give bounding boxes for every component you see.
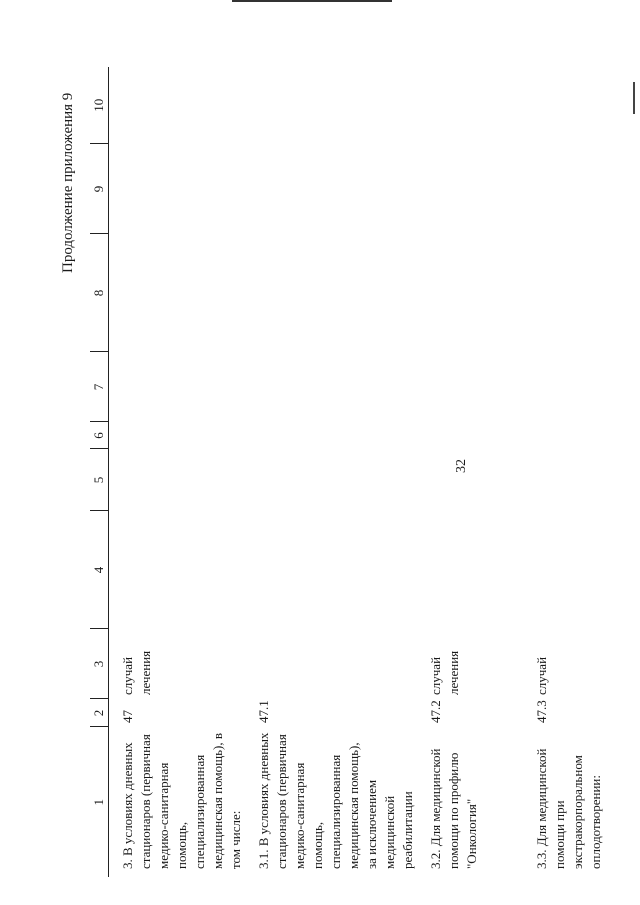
column-header: 10	[90, 67, 109, 144]
row-code: 47.1	[256, 700, 271, 723]
table-row	[523, 67, 629, 877]
row-unit: случай лечения	[120, 650, 153, 695]
column-header: 3	[90, 629, 109, 699]
table-row	[245, 67, 417, 877]
row-unit: случай лечения	[428, 650, 461, 695]
table-row	[417, 67, 523, 877]
column-header: 4	[90, 511, 109, 629]
row-name: 3.2. Для медицинской помощи по профилю "Онкология"	[428, 748, 479, 869]
row-name: 3.3. Для медицинской помощи при экстракорпоральном оплодотворении:	[534, 748, 603, 869]
row-code: 47.3	[534, 700, 549, 723]
column-header: 5	[90, 449, 109, 511]
column-number-row	[90, 67, 109, 877]
row-unit: случай	[534, 656, 549, 695]
appendix-table	[90, 67, 629, 877]
column-header: 1	[90, 727, 109, 877]
column-header: 8	[90, 234, 109, 352]
row-name: 3. В условиях дневных стационаров (первичная медико-санитарная помощь, специализированная медицинская помощь), в том числе:	[120, 733, 243, 869]
row-code: 47.2	[428, 700, 443, 723]
table-row	[109, 67, 246, 877]
row-name: 3.1. В условиях дневных стационаров (первичная медико-санитарная помощь, специализированная медицинская помощь), за исключением медицинской реабилитации	[256, 732, 415, 869]
row-unit	[245, 629, 417, 699]
column-header: 7	[90, 352, 109, 422]
column-header: 2	[90, 699, 109, 727]
appendix-caption: Продолжение приложения 9	[60, 92, 76, 273]
column-header: 6	[90, 422, 109, 449]
row-code: 47	[120, 710, 135, 723]
column-header: 9	[90, 144, 109, 234]
page-number: 32	[454, 459, 469, 473]
